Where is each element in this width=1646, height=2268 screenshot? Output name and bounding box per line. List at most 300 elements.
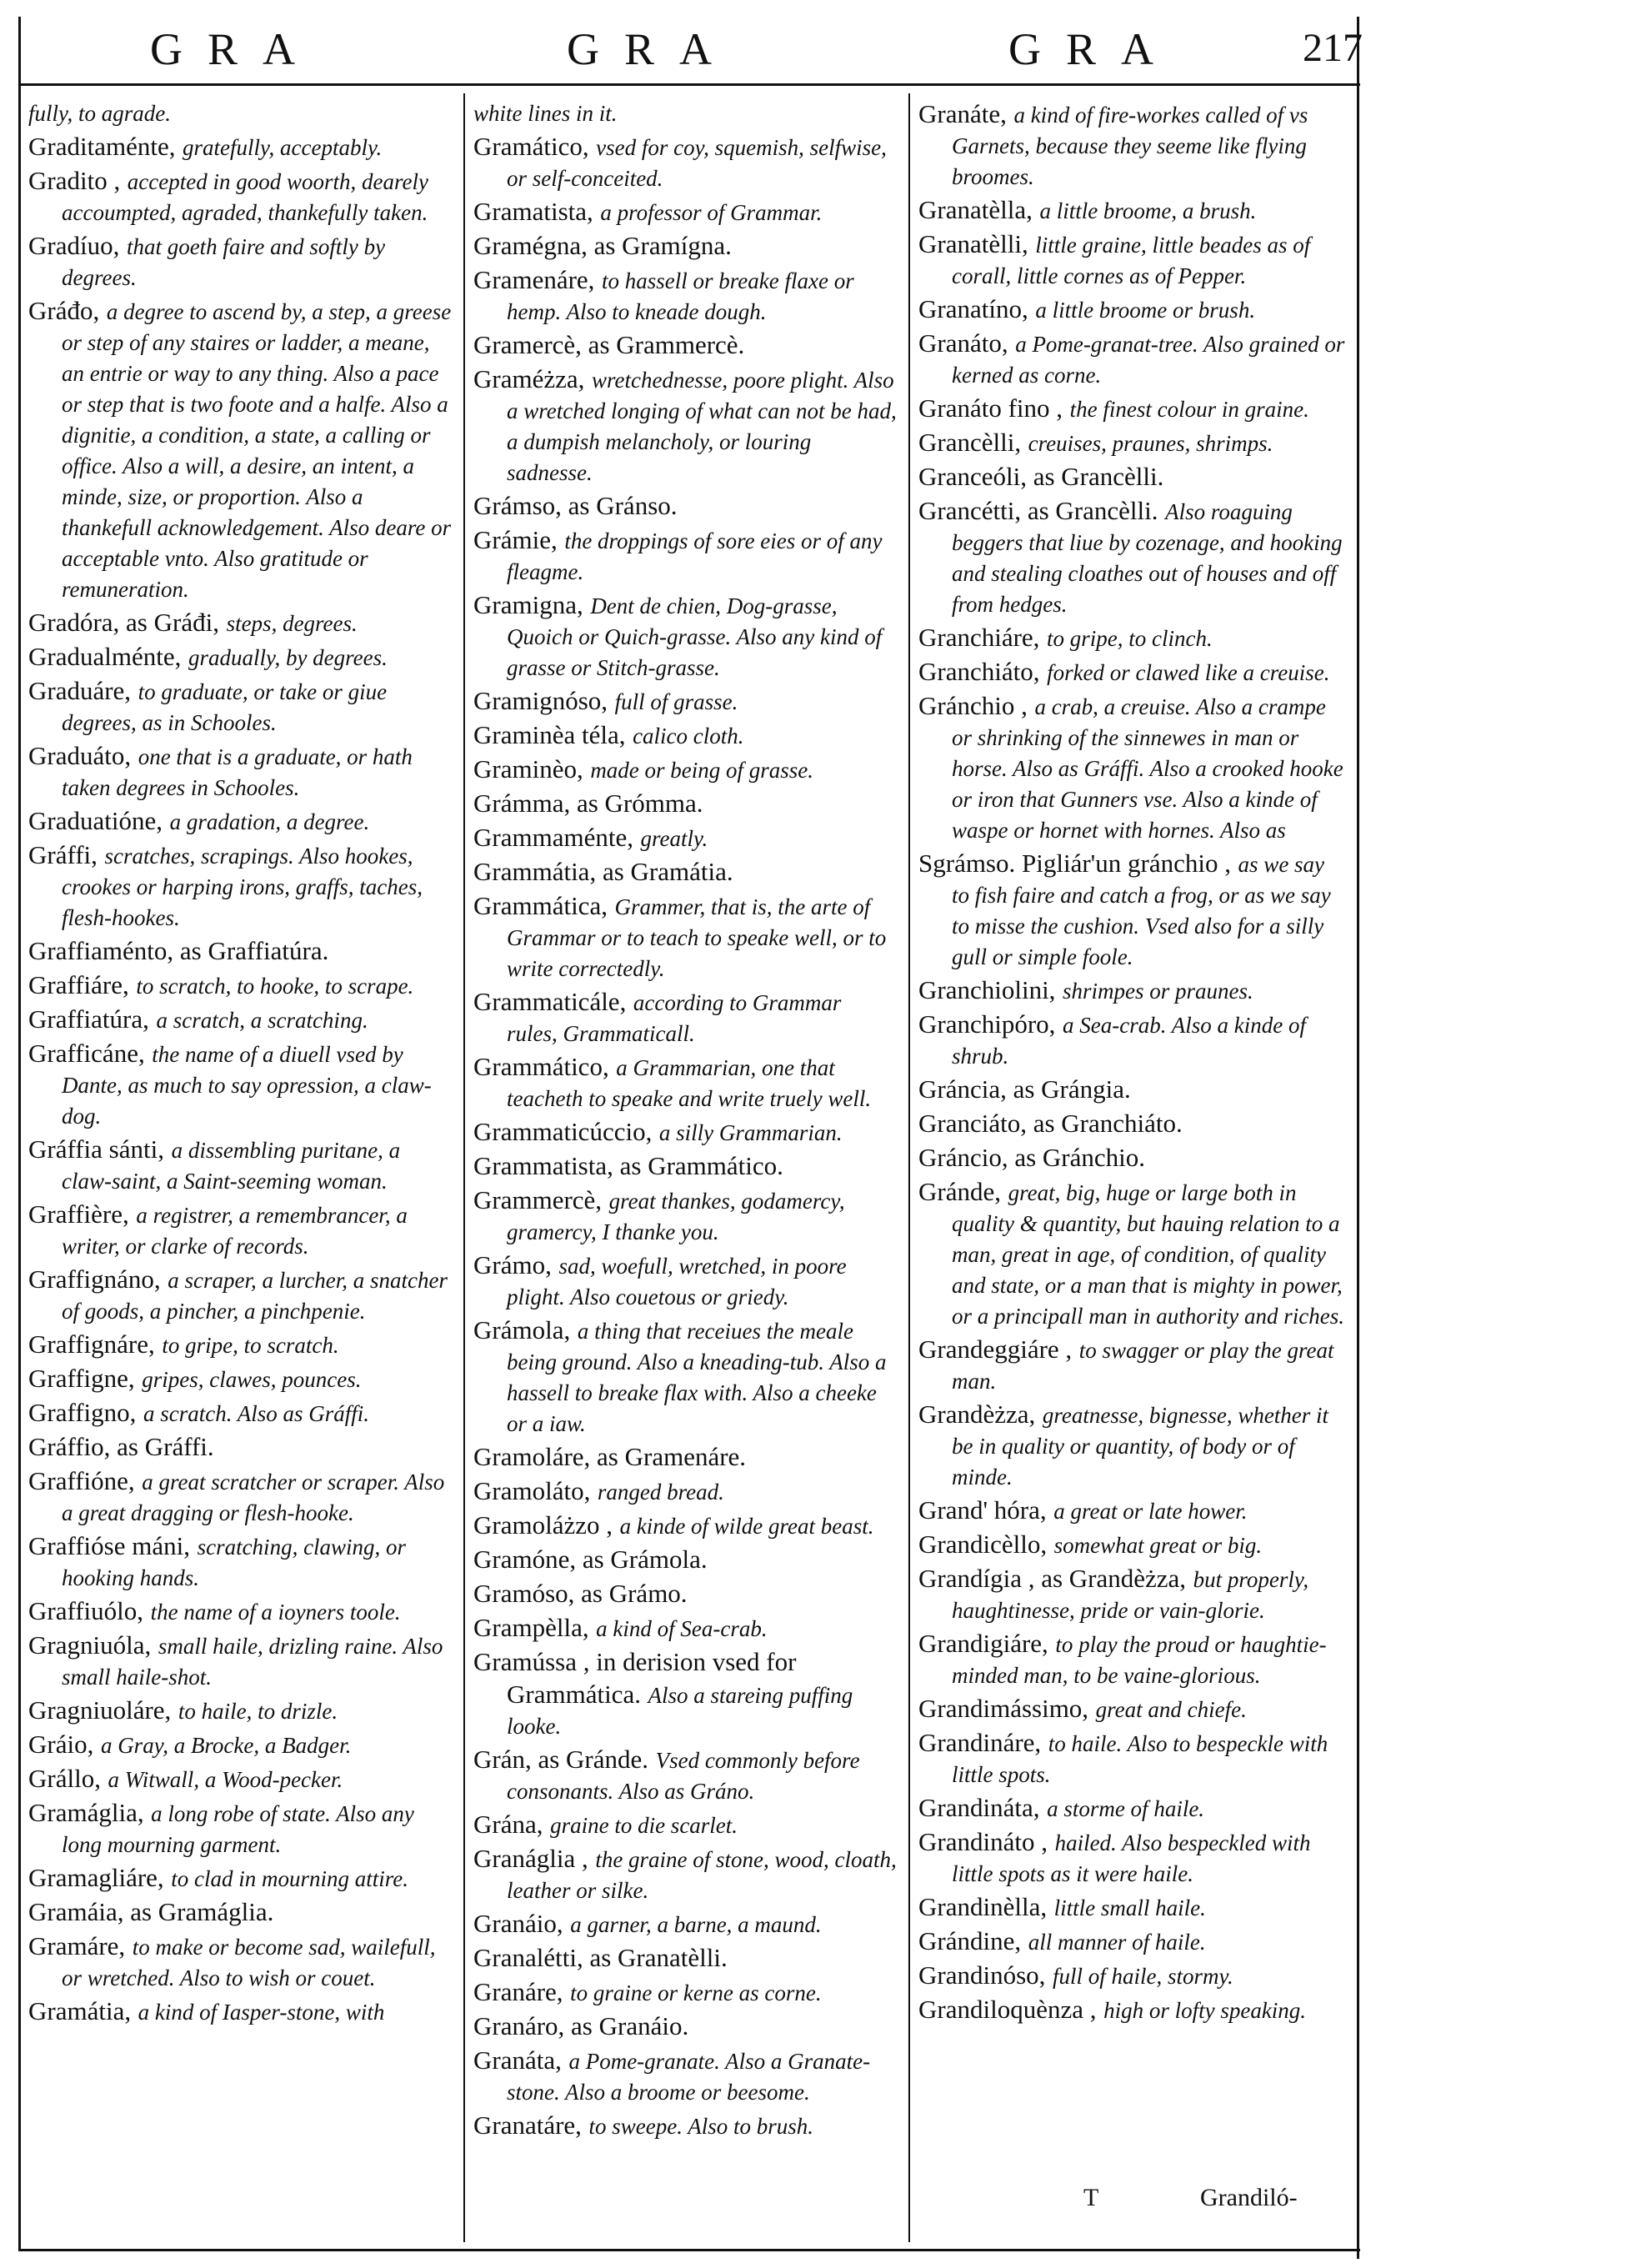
entry-headword: Gramoláre, as Gramenáre. [473,1442,747,1471]
entry-definition: great, big, huge or large both in quality & quantity, but hauing relation to a man, great in age, of condition, of quality and state, or a man that is mighty in power, or a principall man in authority and riches. [952,1180,1344,1329]
entry-definition: greatnesse, bignesse, whether it be in quality or quantity, of body or of minde. [952,1403,1329,1489]
entry-definition: the name of a ioyners toole. [150,1600,401,1625]
entry-definition: according to Grammar rules, Grammaticall. [507,990,842,1046]
dictionary-entry [473,131,897,194]
entry-definition: fully, to agrade. [28,101,171,126]
dictionary-entry [28,1530,452,1594]
entry-headword: Graduáre, [28,676,132,705]
entry-headword: Grállo, [28,1764,101,1793]
entry-headword: Gráffia sánti, [28,1134,164,1164]
dictionary-column-1 [28,98,452,2030]
entry-headword: Granalétti, as Granatèlli. [473,1943,728,1972]
entry-headword: Gramátia, [28,1996,132,2025]
dictionary-entry [473,753,897,786]
dictionary-entry [918,194,1345,227]
dictionary-entry [473,589,897,683]
dictionary-entry [473,1184,897,1248]
dictionary-entry [473,719,897,752]
entry-definition: little small haile. [1053,1895,1206,1920]
dictionary-entry [28,295,452,605]
entry-headword: Granáta, [473,2045,562,2075]
entry-headword: Gradíuo, [28,231,120,260]
entry-headword: Grammática, [473,891,608,920]
dictionary-entry [473,1441,897,1474]
dictionary-entry [473,196,897,228]
running-head-center: GRA [567,24,738,74]
entry-headword: Grammercè, [473,1185,603,1214]
entry-definition: a Pome-granate. Also a Granate-stone. Also a broome or beesome. [507,2049,871,2105]
entry-headword: Gramenáre, [473,265,595,294]
dictionary-entry [473,1544,897,1576]
dictionary-entry [473,1475,897,1508]
dictionary-entry [473,890,897,984]
entry-headword: Grandináta, [918,1793,1040,1822]
entry-headword: Granchiáre, [918,623,1040,652]
entry-definition: a crab, a creuise. Also a crampe or shrinking of the sinnewes in man or horse. Also as Gráffi. Also a crooked hooke or iron that Gunners vse. Also a kinde of waspe or hornet with hornes. Also as [952,694,1343,843]
dictionary-entry [473,1578,897,1610]
entry-definition: Dent de chien, Dog-grasse, Quoich or Quich-grasse. Also any kind of grasse or Stitch-grasse. [507,593,883,680]
dictionary-entry [28,1134,452,1197]
entry-definition: a long robe of state. Also any long mourning garment. [62,1801,414,1857]
entry-definition: a Pome-granat-tree. Also grained or kerned as corne. [952,332,1345,388]
dictionary-entry [28,165,452,228]
entry-headword: Granatíno, [918,294,1028,323]
dictionary-entry [473,490,897,523]
dictionary-entry [918,1925,1345,1958]
dictionary-entry [28,1630,452,1693]
entry-definition: somewhat great or big. [1053,1533,1263,1558]
entry-headword: Gráncia, as Grángia. [918,1074,1131,1104]
dictionary-entry [918,1074,1345,1106]
entry-definition: the graine of stone, wood, cloath, leather or silke. [507,1847,897,1903]
entry-headword: Grandeggiáre , [918,1334,1073,1364]
entry-definition: a dissembling puritane, a claw-saint, a Saint-seeming woman. [62,1138,401,1194]
entry-headword: Grammático, [473,1052,609,1081]
entry-headword: Granchiáto, [918,657,1040,686]
entry-headword: Grandináre, [918,1728,1042,1757]
entry-headword: Gramóne, as Grámola. [473,1545,708,1574]
dictionary-entry [28,1431,452,1464]
entry-definition: to clad in mourning attire. [171,1866,409,1891]
entry-headword: Graffigno, [28,1398,137,1427]
entry-definition: gripes, clawes, pounces. [142,1367,362,1392]
running-head-right: GRA [1008,24,1179,74]
dictionary-entry [473,98,897,129]
dictionary-entry [28,1004,452,1036]
entry-headword: Granáro, as Granáio. [473,2011,689,2040]
dictionary-entry [918,1628,1345,1691]
entry-headword: Granatèlli, [918,229,1028,258]
dictionary-entry [28,839,452,934]
entry-definition: Also roaguing beggers that liue by cozenage, and hooking and stealing cloathes out of houses and off from hedges. [952,499,1343,617]
entry-headword: Gramússa , in derision vsed for Grammática. [473,1647,797,1709]
column-divider-2 [908,93,910,2242]
entry-headword: Granáio, [473,1909,563,1938]
dictionary-entry [28,805,452,838]
entry-headword: Grancèlli, [918,428,1022,457]
entry-headword: Grandiloquènza , [918,1995,1097,2024]
entry-definition: a degree to ascend by, a step, a greese or step of any staires or ladder, a meane, an entrie or way to any thing. Also a pace or step that is two foote and a halfe. Also a dignitie, a condition, a state, a calling or office. Also a will, a desire, an intent, a minde, size, or proportion. Also a thankefull acknowledgement. Also deare or acceptable vnto. Also gratitude or remuneration. [62,299,452,602]
entry-headword: Grámso, as Gránso. [473,491,678,520]
dictionary-entry [918,1727,1345,1790]
dictionary-entry [28,1264,452,1327]
entry-definition: creuises, praunes, shrimps. [1028,431,1273,456]
entry-definition: shrimpes or praunes. [1063,979,1253,1004]
entry-definition: but properly, haughtinesse, pride or vain-glorie. [952,1567,1309,1623]
entry-headword: Granáglia , [473,1844,588,1873]
entry-headword: Grammaticále, [473,987,627,1016]
entry-definition: forked or clawed like a creuise. [1047,660,1330,685]
entry-headword: Graffière, [28,1199,129,1229]
entry-definition: a storme of haile. [1047,1796,1205,1821]
dictionary-entry [918,1563,1345,1626]
dictionary-entry [28,98,452,129]
entry-headword: Gramagliáre, [28,1863,164,1892]
entry-definition: hailed. Also bespeckled with little spots as it were haile. [952,1830,1311,1886]
entry-headword: Grandinóso, [918,1960,1046,1990]
entry-headword: Gramóso, as Grámo. [473,1579,688,1608]
entry-definition: Also a stareing puffing looke. [507,1683,853,1739]
dictionary-entry [28,675,452,738]
entry-definition: high or lofty speaking. [1103,1998,1307,2023]
entry-headword: Graffióse máni, [28,1531,190,1560]
dictionary-entry [918,1994,1345,2026]
left-rule [18,17,21,2250]
dictionary-entry [473,1744,897,1807]
entry-definition: greatly. [640,826,708,851]
dictionary-entry [28,1763,452,1795]
entry-definition: to make or become sad, wailefull, or wretched. Also to wish or couet. [62,1935,436,1990]
entry-definition: to haile. Also to bespeckle with little spots. [952,1731,1328,1787]
entry-headword: Graditaménte, [28,132,176,161]
entry-headword: Graméżza, [473,364,585,393]
dictionary-entry [473,230,897,263]
entry-definition: Vsed commonly before consonants. Also as Gráno. [507,1748,860,1804]
dictionary-entry [918,1176,1345,1332]
entry-definition: full of grasse. [614,689,738,714]
entry-definition: all manner of haile. [1028,1930,1206,1955]
dictionary-entry [28,641,452,673]
entry-definition: a little broome, a brush. [1039,198,1257,223]
entry-definition: as we say to fish faire and catch a frog, or as we say to misse the cushion. Vsed also for a silly gull or simple foole. [952,852,1331,969]
entry-definition: to gripe, to clinch. [1047,626,1213,651]
dictionary-entry [473,1314,897,1439]
dictionary-entry [918,1960,1345,1992]
entry-headword: Gramoláto, [473,1476,591,1505]
dictionary-entry [28,1363,452,1395]
entry-headword: Gramáglia, [28,1798,144,1827]
entry-definition: white lines in it. [473,101,618,126]
dictionary-entry [28,1595,452,1628]
dictionary-entry [918,1891,1345,1924]
entry-headword: Gráio, [28,1730,94,1759]
dictionary-entry [473,856,897,889]
entry-headword: Grandinèlla, [918,1892,1048,1921]
dictionary-entry [918,495,1345,620]
dictionary-entry [473,2010,897,2043]
dictionary-entry [473,986,897,1049]
dictionary-entry [918,690,1345,846]
dictionary-entry [473,1976,897,2009]
entry-headword: Gramático, [473,132,589,161]
entry-headword: Grandigiáre, [918,1629,1048,1658]
dictionary-entry [473,1150,897,1183]
dictionary-entry [28,1995,452,2028]
entry-definition: a kinde of wilde great beast. [619,1514,874,1539]
dictionary-entry [28,969,452,1002]
dictionary-column-3 [918,98,1345,2028]
entry-headword: Graffiuólo, [28,1596,144,1625]
entry-definition: a scratch, a scratching. [156,1008,368,1033]
dictionary-entry [918,1529,1345,1561]
entry-headword: Sgrámso. Pigliár'un gránchio , [918,849,1231,878]
entry-headword: Grandicèllo, [918,1530,1048,1559]
dictionary-entry [918,1792,1345,1825]
entry-headword: Gráffio, as Gráffi. [28,1432,214,1461]
entry-definition: gradually, by degrees. [188,645,388,670]
entry-headword: Granceóli, as Grancèlli. [918,462,1164,491]
dictionary-entry [473,2110,897,2142]
top-rule [18,83,1360,86]
entry-definition: a great scratcher or scraper. Also a great dragging or flesh-hooke. [62,1469,445,1525]
entry-definition: calico cloth. [633,723,744,748]
entry-headword: Graffiaménto, as Graffiatúra. [28,936,329,965]
entry-definition: graine to die scarlet. [550,1813,738,1838]
dictionary-entry [918,98,1345,193]
entry-definition: great thankes, godamercy, gramercy, I thanke you. [507,1189,845,1244]
dictionary-entry [28,1465,452,1529]
bottom-rule [18,2249,1360,2251]
entry-definition: a Gray, a Brocke, a Badger. [100,1733,352,1758]
dictionary-entry [918,427,1345,459]
catchword: Grandiló- [1200,2184,1298,2211]
entry-definition: the droppings of sore eies or of any fleagme. [507,528,883,584]
page-number: 217 [1303,26,1363,70]
entry-definition: a garner, a barne, a maund. [570,1912,822,1937]
entry-headword: Graminèo, [473,754,583,784]
entry-headword: Gramigna, [473,590,583,619]
entry-headword: Grammaticúccio, [473,1117,653,1146]
entry-definition: a great or late hower. [1053,1499,1248,1524]
entry-headword: Grámo, [473,1250,552,1279]
entry-headword: Granáto, [918,328,1008,358]
dictionary-entry [918,848,1345,973]
entry-definition: a scraper, a lurcher, a snatcher of goods, a pincher, a pinchpenie. [62,1268,448,1324]
dictionary-entry [918,1494,1345,1527]
dictionary-entry [473,788,897,820]
dictionary-entry [918,393,1345,425]
entry-headword: Graduáto, [28,741,132,770]
dictionary-entry [28,1862,452,1895]
entry-headword: Gramáre, [28,1931,126,1960]
dictionary-entry [28,1038,452,1132]
entry-headword: Gráncio, as Gránchio. [918,1143,1146,1172]
entry-headword: Grándine, [918,1926,1022,1955]
entry-headword: Gráđo, [28,296,100,325]
entry-definition: to graduate, or take or giue degrees, as in Schooles. [62,679,388,735]
entry-headword: Graminèa téla, [473,720,626,749]
entry-definition: a thing that receiues the meale being ground. Also a kneading-tub. Also a hassell to breake flax with. Also a cheeke or a iaw. [507,1319,887,1436]
entry-headword: Graffiáre, [28,970,129,999]
dictionary-entry [473,1612,897,1645]
dictionary-entry [473,329,897,362]
dictionary-entry [473,685,897,718]
dictionary-entry [473,1249,897,1313]
dictionary-entry [28,607,452,639]
entry-definition: one that is a graduate, or hath taken degrees in Schooles. [62,744,413,800]
entry-headword: Graffigne, [28,1364,135,1393]
entry-definition: a scratch. Also as Gráffi. [143,1401,370,1426]
entry-headword: Gráffi, [28,840,98,869]
entry-definition: to play the proud or haughtie-minded man, to be vaine-glorious. [952,1632,1327,1688]
entry-definition: a kind of Sea-crab. [596,1616,768,1641]
entry-definition: the name of a diuell vsed by Dante, as much to say opression, a claw-dog. [62,1042,432,1129]
dictionary-entry [918,622,1345,654]
entry-headword: Grand' hóra, [918,1495,1047,1525]
dictionary-entry [918,328,1345,391]
dictionary-entry [28,1896,452,1929]
entry-headword: Gramercè, as Grammercè. [473,330,745,359]
entry-headword: Grammatista, as Grammático. [473,1151,783,1180]
entry-definition: to swagger or play the great man. [952,1338,1334,1394]
entry-headword: Gramégna, as Gramígna. [473,231,732,260]
entry-definition: a registrer, a remembrancer, a writer, or clarke of records. [62,1203,408,1259]
dictionary-entry [473,1942,897,1975]
entry-headword: Gramoláżzo , [473,1510,613,1540]
entry-headword: Grámma, as Grómma. [473,789,703,818]
entry-headword: Gránchio , [918,691,1028,720]
dictionary-entry [473,524,897,588]
entry-definition: that goeth faire and softly by degrees. [62,234,386,290]
entry-headword: Gramignóso, [473,686,608,715]
entry-definition: scratches, scrapings. Also hookes, crookes or harping irons, graffs, taches, flesh-hookes. [62,844,423,930]
dictionary-entry [473,264,897,328]
dictionary-entry [918,293,1345,326]
entry-definition: full of haile, stormy. [1053,1964,1233,1989]
dictionary-entry [473,1116,897,1149]
entry-definition: to haile, to drizle. [178,1699,338,1724]
dictionary-entry [918,974,1345,1007]
running-head-left: GRA [150,24,321,74]
entry-headword: Grán, as Gránde. [473,1745,649,1774]
entry-headword: Grámie, [473,525,558,554]
entry-definition: sad, woefull, wretched, in poore plight. Also couetous or griedy. [507,1254,847,1309]
entry-headword: Granáte, [918,99,1007,128]
entry-definition: small haile, drizling raine. Also small haile-shot. [62,1634,443,1690]
dictionary-entry [473,1908,897,1940]
entry-definition: gratefully, acceptably. [183,135,383,160]
entry-headword: Granchiolini, [918,975,1056,1004]
dictionary-entry [918,1009,1345,1072]
entry-headword: Grandígia , as Grandèżza, [918,1564,1187,1593]
dictionary-entry [918,1334,1345,1397]
entry-headword: Grandimássimo, [918,1694,1089,1723]
dictionary-entry [918,1142,1345,1174]
dictionary-entry [473,1509,897,1542]
entry-headword: Granatáre, [473,2110,582,2140]
entry-definition: a kind of Iasper-stone, with [138,2000,385,2025]
dictionary-entry [918,1693,1345,1725]
entry-definition: a Sea-crab. Also a kinde of shrub. [952,1013,1306,1069]
entry-headword: Grandèżza, [918,1399,1036,1429]
entry-headword: Grammaménte, [473,823,633,852]
entry-definition: vsed for coy, squemish, selfwise, or self-conceited. [507,135,887,191]
entry-headword: Grancétti, as Grancèlli. [918,496,1158,525]
entry-definition: great and chiefe. [1095,1697,1247,1722]
entry-definition: a Grammarian, one that teacheth to speake and write truely well. [507,1055,872,1111]
entry-definition: a gradation, a degree. [169,809,370,834]
dictionary-entry [918,1826,1345,1890]
entry-headword: Gradualménte, [28,642,182,671]
entry-headword: Granáre, [473,1977,563,2006]
entry-definition: a Witwall, a Wood-pecker. [108,1767,343,1792]
dictionary-entry [28,1329,452,1361]
dictionary-entry [28,1199,452,1262]
entry-headword: Gragniuoláre, [28,1695,172,1725]
dictionary-entry [473,1843,897,1906]
dictionary-entry [28,1729,452,1761]
entry-definition: scratching, clawing, or hooking hands. [62,1535,407,1590]
entry-definition: wretchednesse, poore plight. Also a wretched longing of what can not be had, a dumpish melancholy, or louring sadnesse. [507,368,897,485]
entry-headword: Graffignáre, [28,1329,155,1359]
dictionary-entry [918,228,1345,292]
dictionary-entry [473,1646,897,1742]
dictionary-entry [473,2045,897,2108]
entry-headword: Grafficáne, [28,1039,145,1068]
right-rule [1357,17,1359,2259]
dictionary-column-2 [473,98,897,2144]
dictionary-entry [28,1695,452,1727]
entry-definition: a little broome or brush. [1035,298,1256,323]
entry-headword: Gramatista, [473,197,593,226]
entry-headword: Graffignáno, [28,1264,161,1294]
dictionary-entry [473,1051,897,1114]
entry-headword: Gradóra, as Gráđi, [28,608,219,637]
entry-headword: Grána, [473,1810,543,1839]
entry-definition: to graine or kerne as corne. [570,1980,822,2005]
dictionary-entry [918,656,1345,688]
entry-headword: Graffióne, [28,1466,135,1495]
entry-headword: Gramáia, as Gramáglia. [28,1897,274,1926]
signature-mark: T [1083,2184,1099,2211]
dictionary-entry [918,461,1345,493]
entry-headword: Gragniuóla, [28,1630,152,1660]
entry-headword: Graffiatúra, [28,1004,149,1034]
entry-headword: Grampèlla, [473,1613,589,1642]
entry-definition: Grammer, that is, the arte of Grammar or to teach to speake well, or to write correctedly. [507,894,887,981]
entry-definition: to scratch, to hooke, to scrape. [136,974,414,999]
dictionary-entry [28,1930,452,1994]
entry-headword: Granáto fino , [918,393,1063,423]
dictionary-entry [473,363,897,488]
entry-definition: ranged bread. [597,1479,724,1504]
dictionary-entry [28,935,452,968]
dictionary-entry [918,1399,1345,1493]
entry-definition: accepted in good woorth, dearely accoumpted, agraded, thankefully taken. [62,169,428,225]
entry-definition: steps, degrees. [226,611,358,636]
entry-definition: to sweepe. Also to brush. [588,2114,814,2139]
entry-definition: to gripe, to scratch. [162,1333,339,1358]
dictionary-entry [473,1809,897,1841]
entry-definition: the finest colour in graine. [1069,397,1309,422]
entry-headword: Gránde, [918,1177,1001,1206]
dictionary-entry [28,740,452,804]
entry-headword: Gradito , [28,166,121,195]
dictionary-entry [28,230,452,293]
dictionary-entry [28,131,452,163]
column-divider-1 [463,93,465,2242]
entry-definition: to hassell or breake flaxe or hemp. Also to kneade dough. [507,268,854,324]
